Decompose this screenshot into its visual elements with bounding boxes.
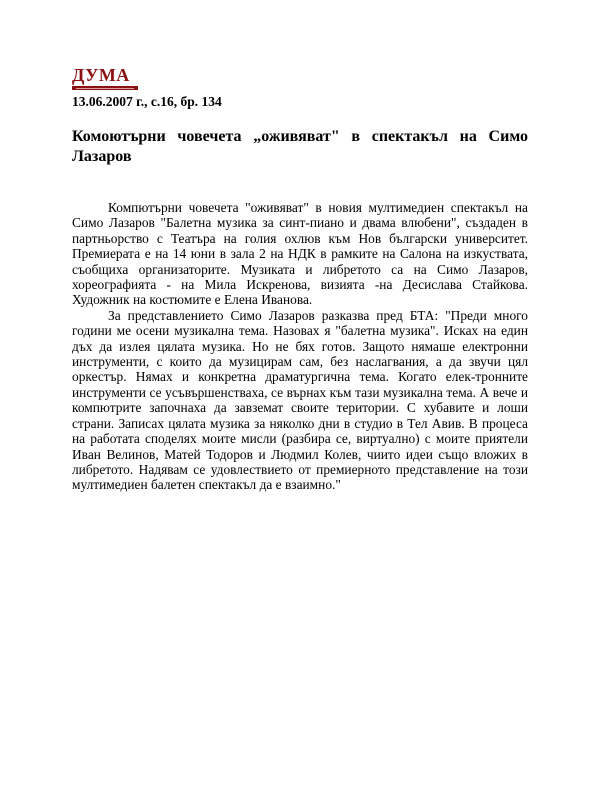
publication-dateline: 13.06.2007 г., с.16, бр. 134: [72, 94, 222, 109]
newspaper-logo-bar: [72, 86, 138, 90]
article-paragraph-2: За представлението Симо Лазаров разказва пред БТА: "Преди много години ме осени музикална тема. Назовах я "балетна музика". Исках на един дъх да излея цялата музика. Но не бях готов. Защото нямаше електронни инструменти, с които да музицирам сам, без наслагвания, а да звучи цял оркестър. Нямах и конкретна драматургична тема. Когато елек-тронните инструменти се усъвършенстваха, се върнах към тази музикална тема. А вече и компютрите започнаха да завземат своите територии. С хубавите и лоши страни. Записах цялата музика за няколко дни в студио в Тел Авив. В процеса на работата споделях моите мисли (разбира се, виртуално) с моите приятели Иван Велинов, Матей Тодоров и Людмил Колев, чиито идеи също вложих в либретото. Надявам се удовлествието от премиерното представление на този мултимедиен балетен спектакъл да е взаимно.": [72, 307, 528, 493]
document-page: [72, 66, 528, 493]
article-title: Комоютърни човечета „оживяват" в спектакъл на Симо Лазаров: [72, 128, 528, 165]
newspaper-logo-text: ДУМА: [72, 65, 130, 85]
article-paragraph-1: Компютърни човечета "оживяват" в новия мултимедиен спектакъл на Симо Лазаров "Балетна музика за синт-пиано и двама влюбени", създаден в партньорство с Театъра на голия охлюв към Нов български университет. Премиерата е на 14 юни в зала 2 на НДК в рамките на Салона на изкуствата, съобщиха организаторите. Музиката и либретото са на Симо Лазаров, хореографията - на Мила Искренова, визията -на Десислава Стайкова. Художник на костюмите е Елена Иванова.: [72, 200, 528, 308]
newspaper-logo: [72, 66, 138, 92]
article-body: [72, 200, 528, 493]
